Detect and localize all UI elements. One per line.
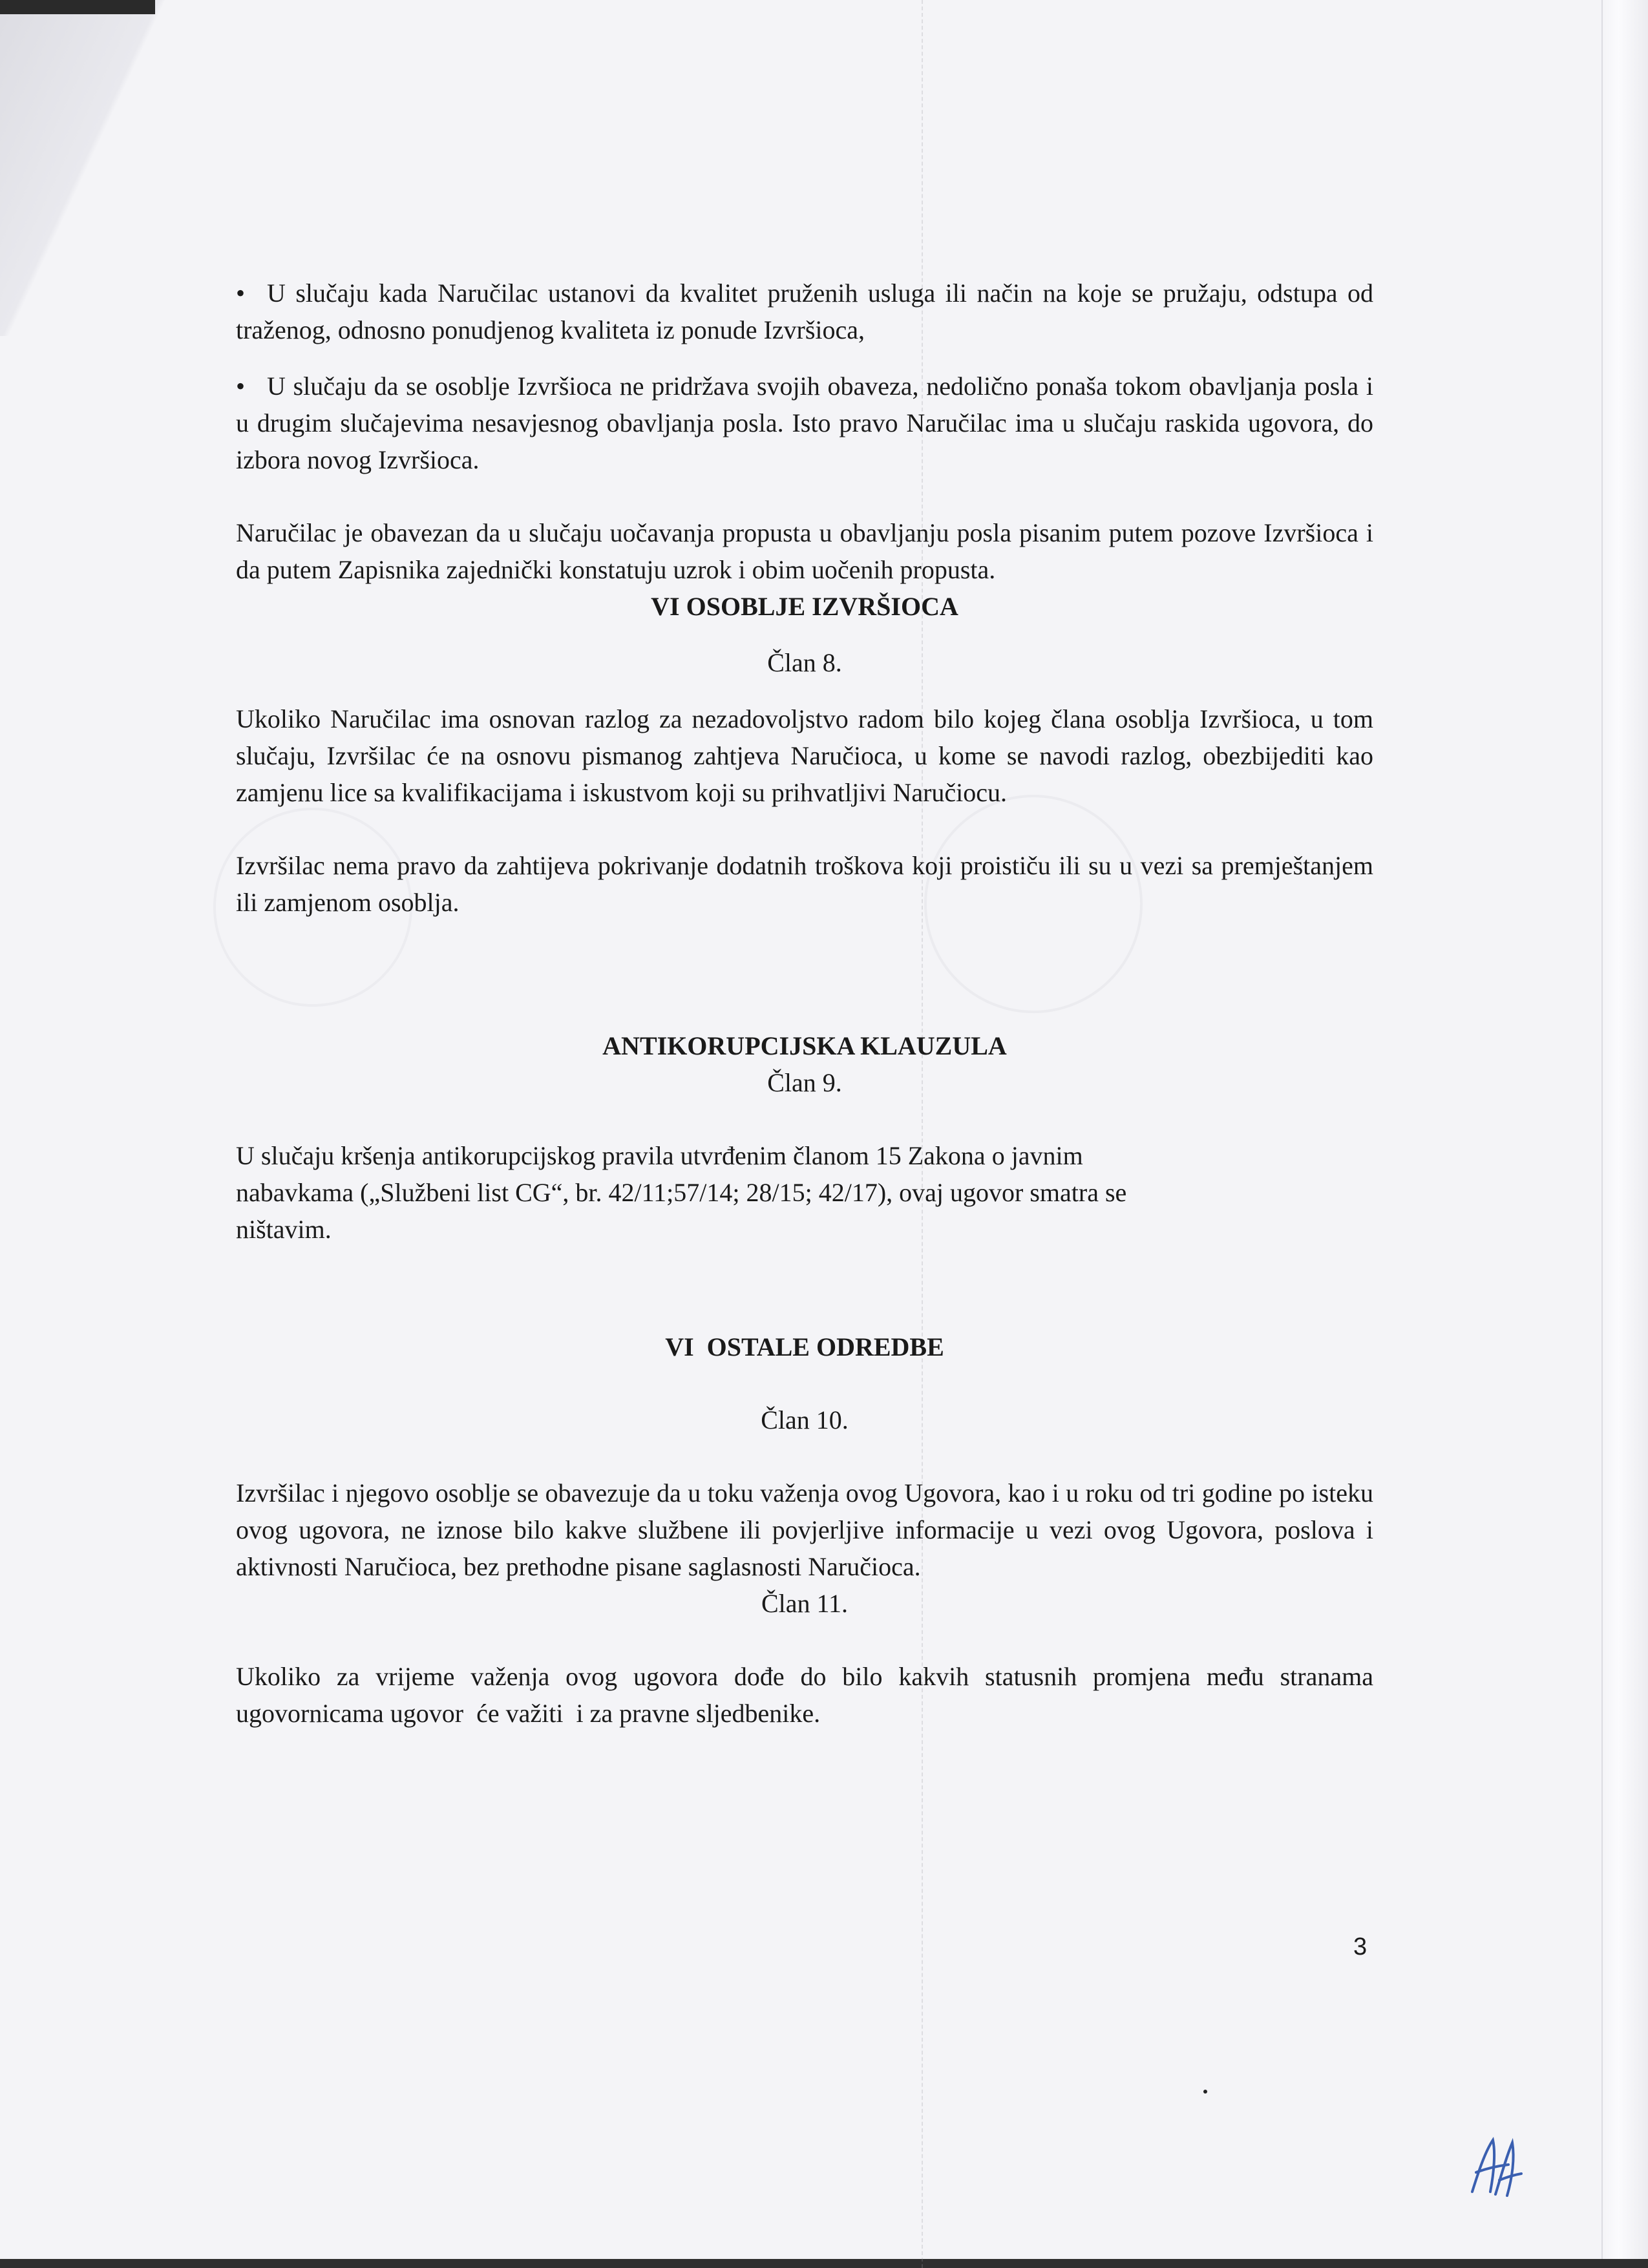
bullet-text: U slučaju kada Naručilac ustanovi da kvalitet pruženih usluga ili način na koje se pružaju, odstupa od traženog, odnosno ponudjenog kvaliteta iz ponude Izvršioca,	[236, 278, 1373, 344]
paragraph-article-8-costs: Izvršilac nema pravo da zahtijeva pokrivanje dodatnih troškova koji proističu ili su u vezi sa premještanjem ili zamjenom osoblja.	[236, 851, 1373, 917]
section-heading-antikorupcija: ANTIKORUPCIJSKA KLAUZULA	[602, 1031, 1007, 1060]
paragraph-article-9	[236, 1137, 1373, 1248]
article-8-label: Član 8.	[767, 648, 842, 677]
page-number: 3	[1353, 1933, 1368, 1960]
paragraph-article-10: Izvršilac i njegovo osoblje se obavezuje da u toku važenja ovog Ugovora, kao i u roku od tri godine po isteku ovog ugovora, ne iznose bilo kakve službene ili povjerljive informacije u vezi ovog Ugovora, poslova i aktivnosti Naručioca, bez prethodne pisane saglasnosti Naručioca.	[236, 1478, 1373, 1581]
scan-right-edge	[1601, 0, 1648, 2268]
bullet-icon: •	[236, 372, 246, 401]
article-9-label: Član 9.	[767, 1068, 842, 1097]
article-10-label: Član 10.	[761, 1405, 849, 1434]
scan-speck	[1203, 2090, 1207, 2094]
paragraph-article-11: Ukoliko za vrijeme važenja ovog ugovora dođe do bilo kakvih statusnih promjena među stranama ugovornicama ugovor će važiti i za pravne sljedbenike.	[236, 1662, 1380, 1728]
bullet-item	[236, 368, 1373, 478]
bullet-icon: •	[236, 278, 246, 308]
text-line: ništavim.	[236, 1215, 332, 1244]
bullet-item	[236, 275, 1373, 348]
text-line: nabavkama („Službeni list CG“, br. 42/11;57/14; 28/15; 42/17), ovaj ugovor smatra se	[236, 1178, 1127, 1207]
text-line: U slučaju kršenja antikorupcijskog pravila utvrđenim članom 15 Zakona o javnim	[236, 1141, 1083, 1170]
article-11-label: Član 11.	[761, 1589, 849, 1618]
scan-bottom-edge	[0, 2259, 1648, 2268]
document-body	[236, 275, 1380, 1732]
paragraph-article-8: Ukoliko Naručilac ima osnovan razlog za nezadovoljstvo radom bilo kojeg člana osoblja Izvršioca, u tom slučaju, Izvršilac će na osnovu pismanog zahtjeva Naručioca, u kome se navodi razlog, obezbijediti kao zamjenu lice sa kvalifikacijama i iskustvom koji su prihvatljivi Naručiocu.	[236, 704, 1373, 807]
handwritten-initials-icon	[1467, 2132, 1525, 2203]
bullet-text: U slučaju da se osoblje Izvršioca ne pridržava svojih obaveza, nedolično ponaša tokom obavljanja posla i u drugim slučajevima nesavjesnog obavljanja posla. Isto pravo Naručilac ima u slučaju raskida ugovora, do izbora novog Izvršioca.	[236, 372, 1373, 474]
paragraph-obaveza: Naručilac je obavezan da u slučaju uočavanja propusta u obavljanju posla pisanim putem pozove Izvršioca i da putem Zapisnika zajednički konstatuju uzrok i obim uočenih propusta.	[236, 518, 1373, 584]
scan-folded-corner	[0, 0, 174, 336]
section-heading-osoblje: VI OSOBLJE IZVRŠIOCA	[651, 592, 958, 621]
scan-top-edge	[0, 0, 155, 14]
section-heading-ostale-odredbe: VI OSTALE ODREDBE	[665, 1332, 944, 1361]
